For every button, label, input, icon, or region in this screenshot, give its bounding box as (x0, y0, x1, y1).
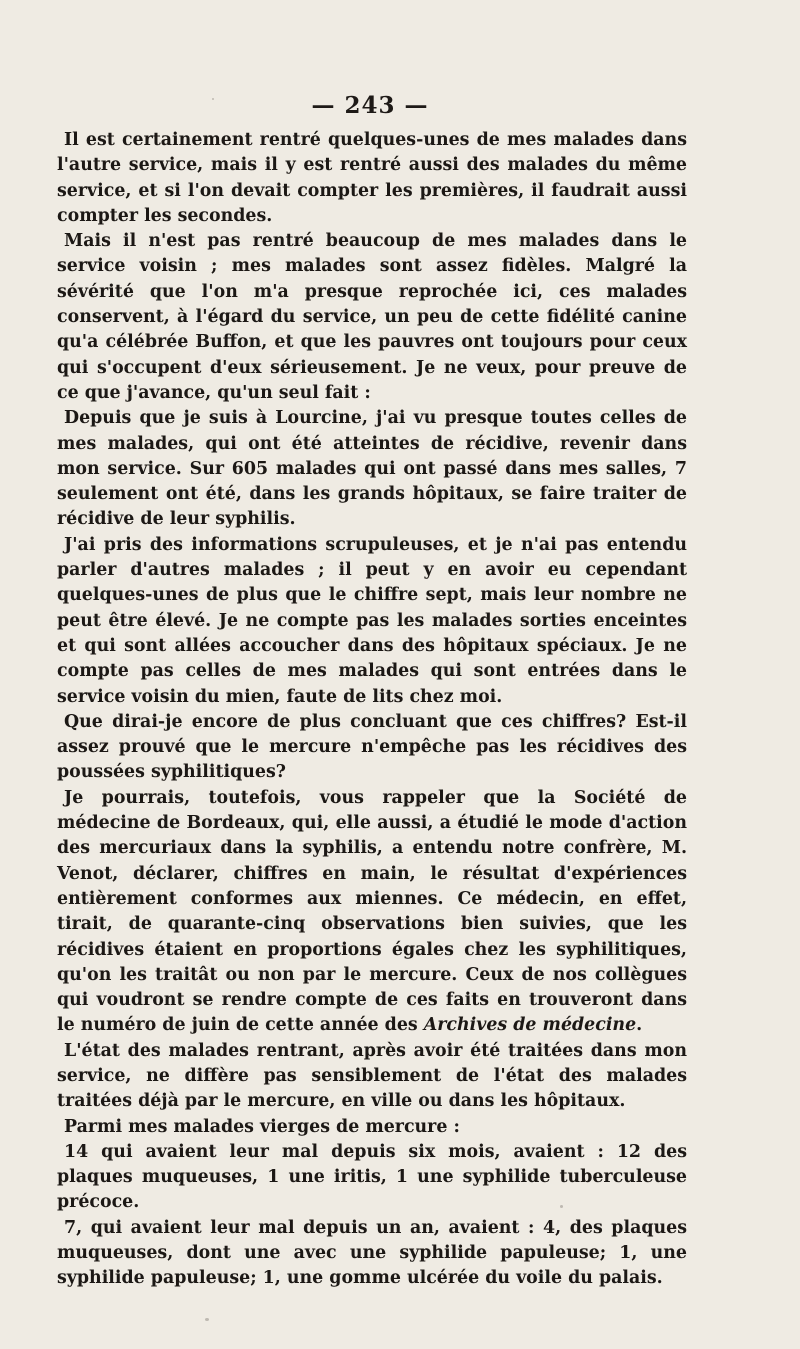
paragraph-6 (57, 786, 687, 1039)
journal-title: Archives de médecine (423, 1015, 637, 1036)
paper-speck (205, 1318, 209, 1321)
paragraph-6-text: Je pourrais, toutefois, vous rappeler que la Société de médecine de Bordeaux, qui, elle aussi, a étudié le mode d'action des mercuriaux dans la syphilis, a entendu notre confrère, M. Venot, déclarer, chiffres en main, le résultat d'expériences entièrement conformes aux miennes. Ce médecin, en effet, tirait, de quarante-cinq observations bien suivies, que les récidives étaient en proportions égales chez les syphilitiques, qu'on les traitât ou non par le mercure. Ceux de nos collègues qui voudront se rendre compte de ces faits en trouveront dans le numéro de juin de cette année des (57, 787, 687, 1036)
paragraph-3: Depuis que je suis à Lourcine, j'ai vu presque toutes celles de mes malades, qui ont été atteintes de récidive, revenir dans mon service. Sur 605 malades qui ont passé dans mes salles, 7 seulement ont été, dans les grands hôpitaux, se faire traiter de récidive de leur syphilis. (57, 408, 687, 530)
paragraph-6-end: . (636, 1015, 643, 1036)
paragraph-1: Il est certainement rentré quelques-unes de mes malades dans l'autre service, mais il y est rentré aussi des malades du même service, et si l'on devait compter les premières, il faudrait aussi compter les secondes. (57, 130, 687, 226)
paragraph-4: J'ai pris des informations scrupuleuses, et je n'ai pas entendu parler d'autres malades ; il peut y en avoir eu cependant quelques-unes de plus que le chiffre sept, mais leur nombre ne peut être élevé. Je ne compte pas les malades sorties enceintes et qui sont allées accoucher dans des hôpitaux spéciaux. Je ne compte pas celles de mes malades qui sont entrées dans le service voisin du mien, faute de lits chez moi. (57, 534, 687, 707)
paragraph-2: Mais il n'est pas rentré beaucoup de mes malades dans le service voisin ; mes malades sont assez fidèles. Malgré la sévérité que l'on m'a presque reprochée ici, ces malades conservent, à l'égard du service, un peu de cette fidélité canine qu'a célébrée Buffon, et que les pauvres ont toujours pour ceux qui s'occupent d'eux sérieusement. Je ne veux, pour preuve de ce que j'avance, qu'un seul fait : (57, 231, 687, 403)
paper-speck (560, 1205, 563, 1208)
paragraph-9: 14 qui avaient leur mal depuis six mois, avaient : 12 des plaques muqueuses, 1 une iritis, 1 une syphilide tuberculeuse précoce. (57, 1141, 687, 1213)
paper-speck (212, 98, 214, 100)
body-text (57, 128, 687, 1292)
paragraph-10: 7, qui avaient leur mal depuis un an, avaient : 4, des plaques muqueuses, dont une avec une syphilide papuleuse; 1, une syphilide papuleuse; 1, une gomme ulcérée du voile du palais. (57, 1217, 687, 1289)
paragraph-8: Parmi mes malades vierges de mercure : (64, 1116, 460, 1137)
page-number: — 243 — (311, 92, 429, 119)
paragraph-7: L'état des malades rentrant, après avoir été traitées dans mon service, ne diffère pas sensiblement de l'état des malades traitées déjà par le mercure, en ville ou dans les hôpitaux. (57, 1040, 687, 1112)
paragraph-5: Que dirai-je encore de plus concluant que ces chiffres? Est-il assez prouvé que le mercure n'empêche pas les récidives des poussées syphilitiques? (57, 711, 687, 783)
